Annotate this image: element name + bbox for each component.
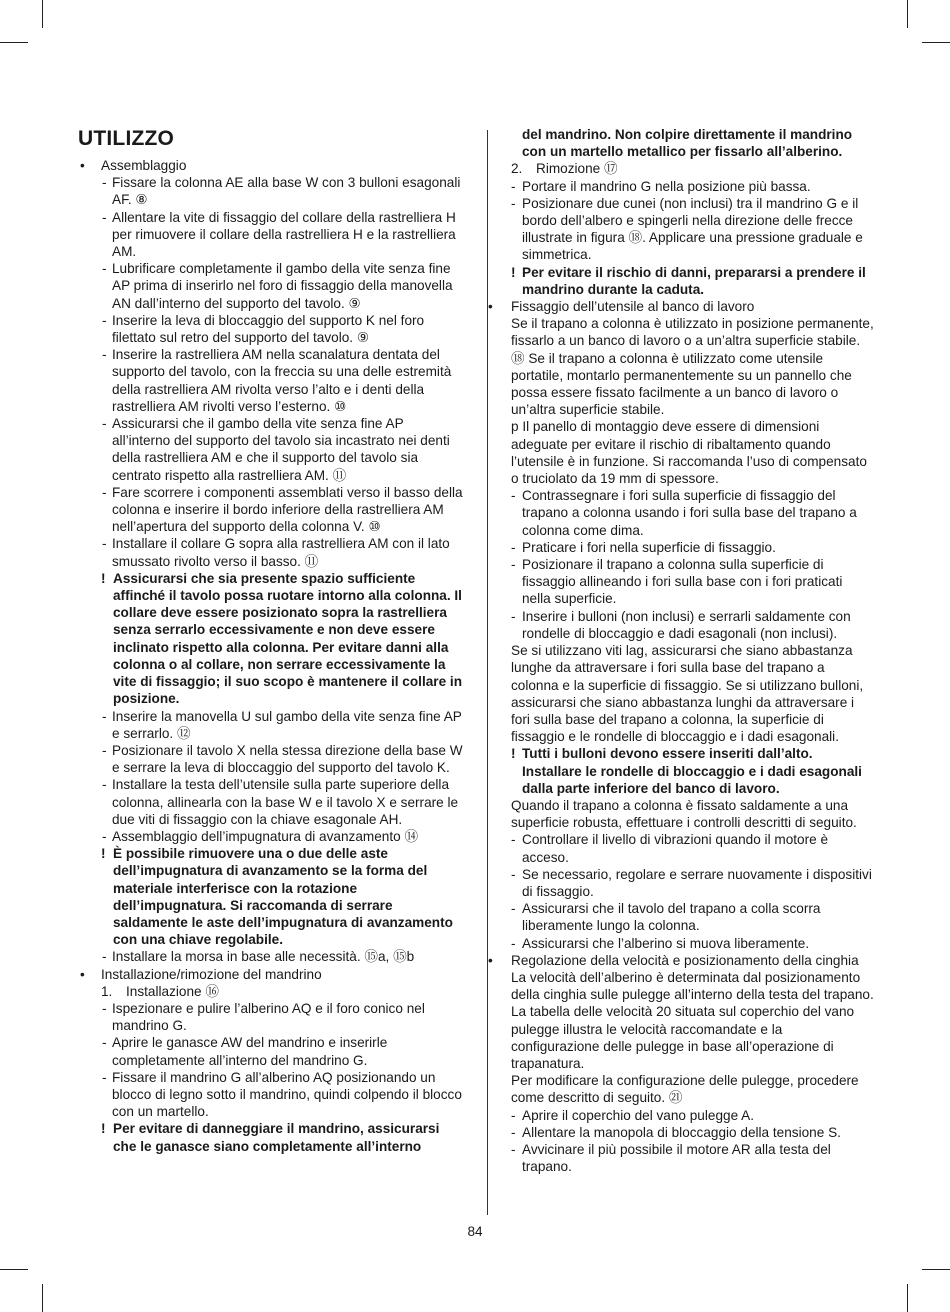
left-dash-item: - Assemblaggio dell’impugnatura di avanzamento ⑭	[78, 828, 464, 845]
right-rdash-item: - Allentare la manopola di bloccaggio della tensione S.	[511, 1124, 874, 1141]
right-rdash-item: - Se necessario, regolare e serrare nuovamente i dispositivi di fissaggio.	[511, 866, 874, 900]
crop-mark	[922, 42, 950, 43]
left-dash-item: - Fissare il mandrino G all’alberino AQ posizionando un blocco di legno sotto il mandrino, quindi colpendo il blocco con un martello.	[78, 1069, 464, 1121]
right-rdash-item: - Posizionare il trapano a colonna sulla superficie di fissaggio allineando i fori sulla base con i fori praticati nella superficie.	[511, 556, 874, 608]
right-rnum-item	[511, 160, 874, 177]
left-dash-item: - Fare scorrere i componenti assemblati verso il basso della colonna e inserire il bordo inferiore della rastrelliera AM nell’apertura del supporto della colonna V. ⑩	[78, 484, 464, 536]
crop-mark	[42, 0, 43, 28]
crop-mark	[0, 1269, 28, 1270]
right-para-item: Per modificare la configurazione delle pulegge, procedere come descritto di seguito. ㉑	[511, 1073, 859, 1106]
right-rdash-item: - Inserire i bulloni (non inclusi) e serrarli saldamente con rondelle di bloccaggio e dadi esagonali (non inclusi).	[511, 608, 874, 642]
left-dash-item: - Fissare la colonna AE alla base W con 3 bulloni esagonali AF. ⑧	[78, 174, 464, 208]
left-num-item	[78, 983, 464, 1000]
right-rdash-item: - Assicurarsi che l’alberino si muova liberamente.	[511, 935, 874, 952]
left-items	[78, 157, 464, 1155]
left-dash-item: - Inserire la manovella U sul gambo della vite senza fine AP e serrarlo. ⑫	[78, 708, 464, 742]
list-number: 1.	[101, 983, 113, 999]
right-para-item: Quando il trapano a colonna è fissato saldamente a una superficie robusta, effettuare i controlli descritti di seguito.	[511, 797, 857, 831]
left-dash-item: - Installare la morsa in base alle necessità. ⑮a, ⑮b	[78, 948, 464, 965]
right-rdash-item: - Assicurarsi che il tavolo del trapano a colla scorra liberamente lungo la colonna.	[511, 900, 874, 934]
right-rdash-item: - Praticare i fori nella superficie di fissaggio.	[511, 539, 874, 556]
page-title: UTILIZZO	[78, 127, 175, 150]
page-number: 84	[467, 1224, 483, 1239]
left-bullet-item: • Installazione/rimozione del mandrino	[78, 966, 464, 983]
right-cont-bold-item: del mandrino. Non colpire direttamente il mandrino con un martello metallico per fissarlo all’alberino.	[522, 127, 853, 160]
right-rbullet-item: • Regolazione della velocità e posizionamento della cinghia	[511, 952, 874, 969]
right-para-item: p Il panello di montaggio deve essere di dimensioni adeguate per evitare il rischio di ribaltamento quando l’utensile è in funzione. Si raccomanda l’uso di compensato o truciolato da 19 mm di spessore.	[511, 419, 867, 487]
crop-mark	[907, 0, 908, 28]
right-rdash-item: - Controllare il livello di vibrazioni quando il motore è acceso.	[511, 831, 874, 865]
list-text: Rimozione ⑰	[536, 161, 618, 177]
right-para-item: La velocità dell’alberino è determinata dal posizionamento della cinghia sulle pulegge all’interno della testa del trapano. La tabella delle velocità 20 situata sul coperchio del vano pulegge illustra le velocità raccomandate e la configurazione delle pulegge in base all’operazione di trapanatura.	[511, 969, 874, 1071]
right-column	[511, 126, 874, 1175]
left-bullet-item: • Assemblaggio	[78, 157, 464, 174]
left-dash-item: - Allentare la vite di fissaggio del collare della rastrelliera H per rimuovere il collare della rastrelliera H e la rastrelliera AM.	[78, 209, 464, 261]
left-dash-item: - Inserire la rastrelliera AM nella scanalatura dentata del supporto del tavolo, con la freccia su una delle estremità della rastrelliera AM rivolta verso l’alto e i denti della rastrelliera AM rivolti verso l’esterno. ⑩	[78, 346, 464, 415]
left-dash-item: - Installare la testa dell’utensile sulla parte superiore della colonna, allinearla con la base W e il tavolo X e serrare le due viti di fissaggio con la chiave esagonale AH.	[78, 776, 464, 828]
left-dash-item: - Posizionare il tavolo X nella stessa direzione della base W e serrare la leva di bloccaggio del supporto del tavolo K.	[78, 742, 464, 776]
left-dash-item: - Aprire le ganasce AW del mandrino e inserirle completamente all’interno del mandrino G.	[78, 1034, 464, 1068]
crop-mark	[0, 42, 28, 43]
right-rdash-item: - Portare il mandrino G nella posizione più bassa.	[511, 178, 874, 195]
right-rdash-item: - Avvicinare il più possibile il motore AR alla testa del trapano.	[511, 1141, 874, 1175]
list-number: 2.	[511, 161, 523, 177]
right-rdash-item: - Posizionare due cunei (non inclusi) tra il mandrino G e il bordo dell’albero e spingerli nella direzione delle frecce illustrate in figura ⑱. Applicare una pressione graduale e simmetrica.	[511, 195, 874, 264]
left-warn-item: ! Assicurarsi che sia presente spazio sufficiente affinché il tavolo possa ruotare intorno alla colonna. Il collare deve essere posizionato sopra la rastrelliera senza serrarlo eccessivamente e non deve essere inclinato rispetto alla colonna. Per evitare danni alla colonna o al collare, non serrare eccessivamente la vite di fissaggio; il suo scopo è mantenere il collare in posizione.	[78, 570, 464, 708]
list-text: Installazione ⑯	[126, 983, 219, 999]
right-items	[511, 126, 874, 1175]
left-dash-item: - Installare il collare G sopra alla rastrelliera AM con il lato smussato rivolto verso il basso. ⑪	[78, 535, 464, 569]
left-dash-item: - Assicurarsi che il gambo della vite senza fine AP all’interno del supporto del tavolo sia incastrato nei denti della rastrelliera AM e che il supporto del tavolo sia centrato rispetto alla rastrelliera AM. ⑪	[78, 415, 464, 484]
right-rwarn-item: ! Per evitare il rischio di danni, prepararsi a prendere il mandrino durante la caduta.	[511, 264, 874, 298]
left-warn-item: ! È possibile rimuovere una o due delle aste dell’impugnatura di avanzamento se la forma del materiale interferisce con la rotazione dell’impugnatura. Si raccomanda di serrare saldamente le aste dell’impugnatura di avanzamento con una chiave regolabile.	[78, 845, 464, 948]
left-column	[78, 126, 464, 1155]
right-rdash-item: - Aprire il coperchio del vano pulegge A.	[511, 1107, 874, 1124]
crop-mark	[42, 1284, 43, 1312]
right-rwarn-item: ! Tutti i bulloni devono essere inseriti dall’alto. Installare le rondelle di bloccaggio e i dadi esagonali dalla parte inferiore del banco di lavoro.	[511, 745, 874, 797]
left-dash-item: - Lubrificare completamente il gambo della vite senza fine AP prima di inserirlo nel foro di fissaggio della manovella AN dall’interno del supporto del tavolo. ⑨	[78, 260, 464, 312]
left-dash-item: - Ispezionare e pulire l’alberino AQ e il foro conico nel mandrino G.	[78, 1000, 464, 1034]
crop-mark	[922, 1269, 950, 1270]
right-para-item: Se il trapano a colonna è utilizzato in posizione permanente, fissarlo a un banco di lavoro o a un’altra superficie stabile. ⑱ Se il trapano a colonna è utilizzato come utensile portatile, montarlo permanentemente su un pannello che possa essere fissato facilmente a un banco di lavoro o un’altra superficie stabile.	[511, 316, 874, 418]
right-para-item: Se si utilizzano viti lag, assicurarsi che siano abbastanza lunghe da attraversare i fori sulla base del trapano a colonna e la superficie di fissaggio. Se si utilizzano bulloni, assicurarsi che siano abbastanza lunghi da attraversare i fori sulla base del trapano a colonna, la superficie di fissaggio e le rondelle di bloccaggio e i dadi esagonali.	[511, 643, 864, 745]
left-warn-item: ! Per evitare di danneggiare il mandrino, assicurarsi che le ganasce siano completamente all’interno	[78, 1120, 464, 1154]
right-rbullet-item: • Fissaggio dell’utensile al banco di lavoro	[511, 298, 874, 315]
crop-mark	[907, 1284, 908, 1312]
right-rdash-item: - Contrassegnare i fori sulla superficie di fissaggio del trapano a colonna usando i fori sulla base del trapano a colonna come dima.	[511, 487, 874, 539]
left-dash-item: - Inserire la leva di bloccaggio del supporto K nel foro filettato sul retro del supporto del tavolo. ⑨	[78, 312, 464, 346]
column-divider	[487, 130, 488, 1215]
